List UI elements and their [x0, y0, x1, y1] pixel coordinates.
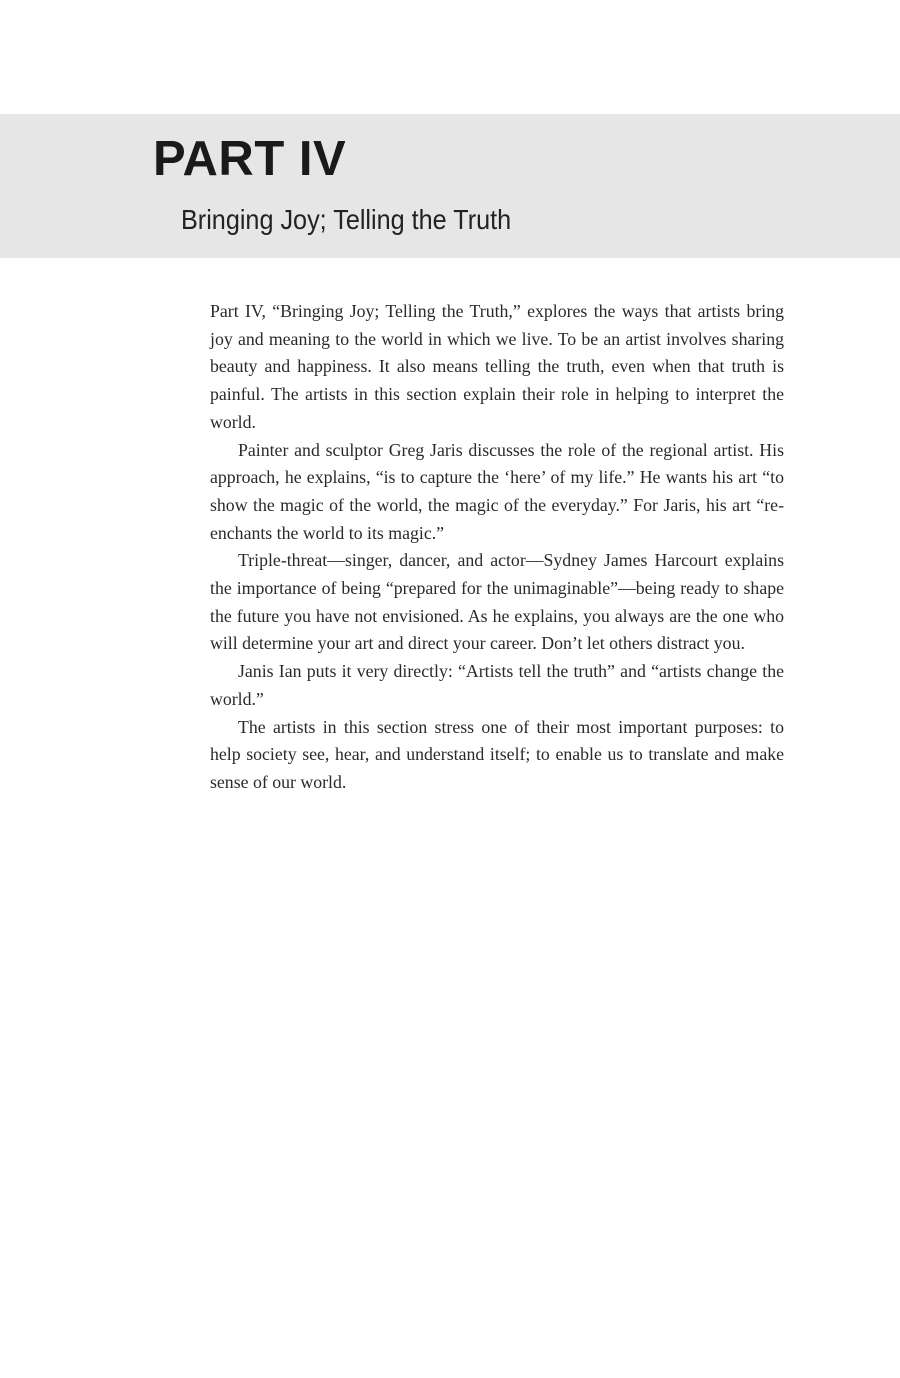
paragraph-1: Part IV, “Bringing Joy; Telling the Truth,” explores the ways that artists bring joy and meaning to the world in which we live. To be an artist involves sharing beauty and happiness. It also means telling the truth, even when that truth is painful. The artists in this section explain their role in helping to interpret the world. — [210, 301, 784, 432]
paragraph-4: Janis Ian puts it very directly: “Artists tell the truth” and “artists change the world.” — [210, 661, 784, 709]
paragraph-3: Triple-threat—singer, dancer, and actor—Sydney James Harcourt explains the importance of being “prepared for the unimaginable”—being ready to shape the future you have not envisioned. As he explains, you always are the one who will determine your art and direct your career. Don’t let others distract you. — [210, 550, 784, 654]
paragraph-2: Painter and sculptor Greg Jaris discusses the role of the regional artist. His approach, he explains, “is to capture the ‘here’ of my life.” He wants his art “to show the magic of the world, the magic of the everyday.” For Jaris, his art “re-enchants the world to its magic.” — [210, 439, 784, 543]
part-introduction — [210, 298, 784, 797]
paragraph-5: The artists in this section stress one of their most important purposes: to help society see, hear, and understand itself; to enable us to translate and make sense of our world. — [210, 716, 784, 792]
part-title: PART IV — [153, 132, 347, 186]
part-subtitle: Bringing Joy; Telling the Truth — [181, 204, 512, 235]
